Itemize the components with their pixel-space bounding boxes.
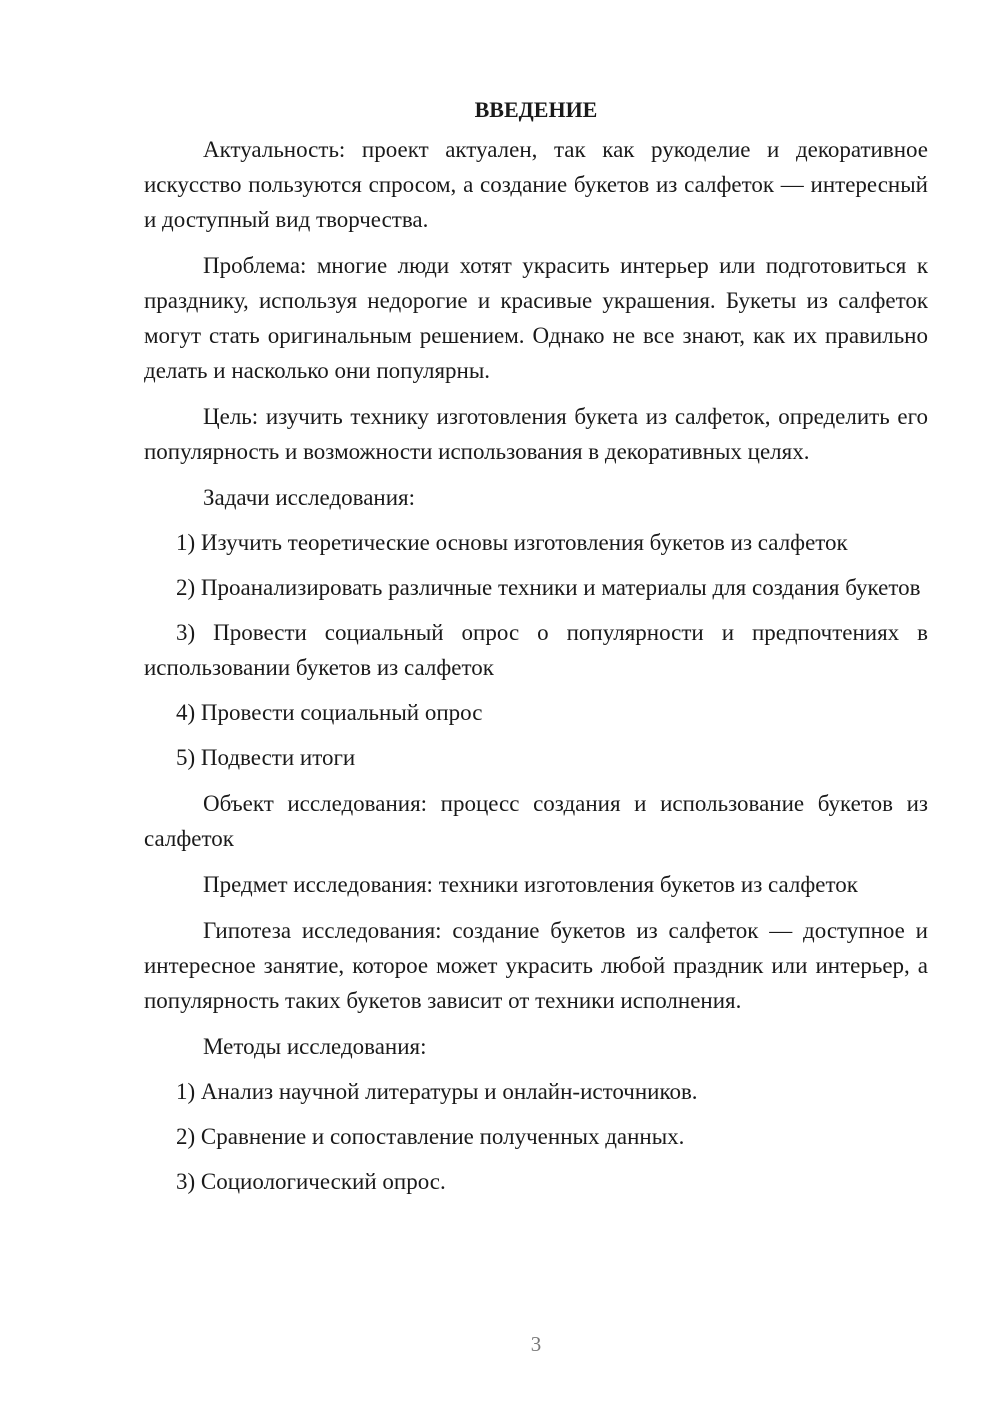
list-item: 1) Изучить теоретические основы изготовления букетов из салфеток	[176, 530, 848, 555]
page-number: 3	[530, 1332, 542, 1356]
methods-list	[144, 1074, 928, 1199]
list-item: 3) Социологический опрос.	[176, 1169, 446, 1194]
paragraph-subject: Предмет исследования: техники изготовления букетов из салфеток	[203, 872, 858, 897]
paragraph-object: Объект исследования: процесс создания и использование букетов из салфеток	[144, 791, 928, 851]
methods-heading: Методы исследования:	[203, 1034, 427, 1059]
tasks-heading: Задачи исследования:	[203, 485, 416, 510]
paragraph-goal: Цель: изучить технику изготовления букета из салфеток, определить его популярность и возможности использования в декоративных целях.	[144, 404, 928, 464]
list-item: 3) Провести социальный опрос о популярности и предпочтениях в использовании букетов из салфеток	[144, 620, 928, 680]
paragraph-hypothesis: Гипотеза исследования: создание букетов из салфеток — доступное и интересное занятие, которое может украсить любой праздник или интерьер, а популярность таких букетов зависит от техники исполнения.	[144, 918, 928, 1013]
section-title: ВВЕДЕНИЕ	[474, 97, 598, 122]
paragraph-problem: Проблема: многие люди хотят украсить интерьер или подготовиться к празднику, используя недорогие и красивые украшения. Букеты из салфеток могут стать оригинальным решением. Однако не все знают, как их правильно делать и насколько они популярны.	[144, 253, 928, 383]
list-item: 4) Провести социальный опрос	[176, 700, 483, 725]
list-item: 5) Подвести итоги	[176, 745, 356, 770]
list-item: 2) Сравнение и сопоставление полученных данных.	[176, 1124, 685, 1149]
paragraph-relevance: Актуальность: проект актуален, так как рукоделие и декоративное искусство пользуются спросом, а создание букетов из салфеток — интересный и доступный вид творчества.	[144, 137, 928, 232]
list-item: 1) Анализ научной литературы и онлайн-источников.	[176, 1079, 698, 1104]
document-body	[144, 92, 928, 1199]
list-item: 2) Проанализировать различные техники и материалы для создания букетов	[176, 575, 921, 600]
tasks-list	[144, 525, 928, 775]
